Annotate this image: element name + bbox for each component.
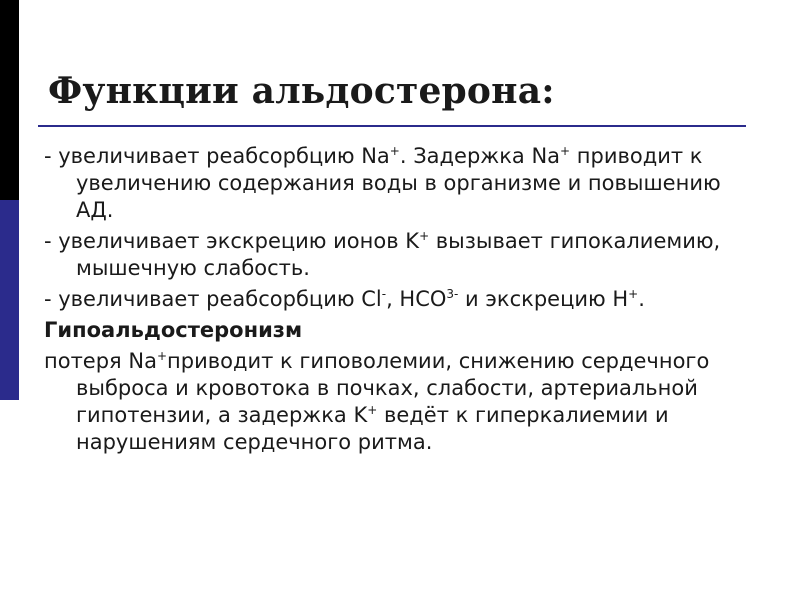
p1-text-1: - увеличивает реабсорбцию Na xyxy=(44,144,390,168)
side-bar-middle xyxy=(0,200,19,400)
side-bar-top xyxy=(0,0,19,200)
aldosterone-function-chloride xyxy=(44,286,744,313)
hypoaldosteronism-heading: Гипоальдостеронизм xyxy=(44,318,303,342)
p3-superscript-1: - xyxy=(381,287,387,301)
aldosterone-function-potassium xyxy=(44,228,744,282)
hypoaldosteronism-description xyxy=(44,348,744,456)
slide-body xyxy=(44,143,744,460)
title-underline xyxy=(38,125,746,127)
p3-text-2: , HCO xyxy=(386,287,447,311)
hypo-superscript-1: + xyxy=(156,349,168,363)
p2-text-1: - увеличивает экскрецию ионов K xyxy=(44,229,420,253)
p2-text-2: вызывает гипокалиемию, мышечную слабость. xyxy=(76,229,721,280)
p2-superscript-1: + xyxy=(419,229,430,243)
p3-superscript-3: + xyxy=(628,287,639,301)
hypo-text-3: ведёт к гиперкалиемии и нарушениям сердечного ритма. xyxy=(76,403,669,454)
p3-text-3: и экскрецию H xyxy=(458,287,629,311)
p1-superscript-2: + xyxy=(560,144,571,158)
side-bar-bottom xyxy=(0,400,19,600)
p1-text-3: приводит к увеличению содержания воды в организме и повышению АД. xyxy=(76,144,721,222)
aldosterone-function-sodium xyxy=(44,143,744,224)
slide-title: Функции альдостерона: xyxy=(48,70,555,112)
p3-superscript-2: 3- xyxy=(446,287,459,301)
p3-text-1: - увеличивает реабсорбцию Cl xyxy=(44,287,382,311)
p1-superscript-1: + xyxy=(389,144,400,158)
hypo-superscript-2: + xyxy=(367,403,378,417)
p3-text-4: . xyxy=(638,287,645,311)
p1-text-2: . Задержка Na xyxy=(399,144,561,168)
hypo-text-2: приводит к гиповолемии, снижению сердечного выброса и кровотока в почках, слабости, артериальной гипотензии, а задержка K xyxy=(76,349,710,427)
hypo-text-1: потеря Na xyxy=(44,349,157,373)
